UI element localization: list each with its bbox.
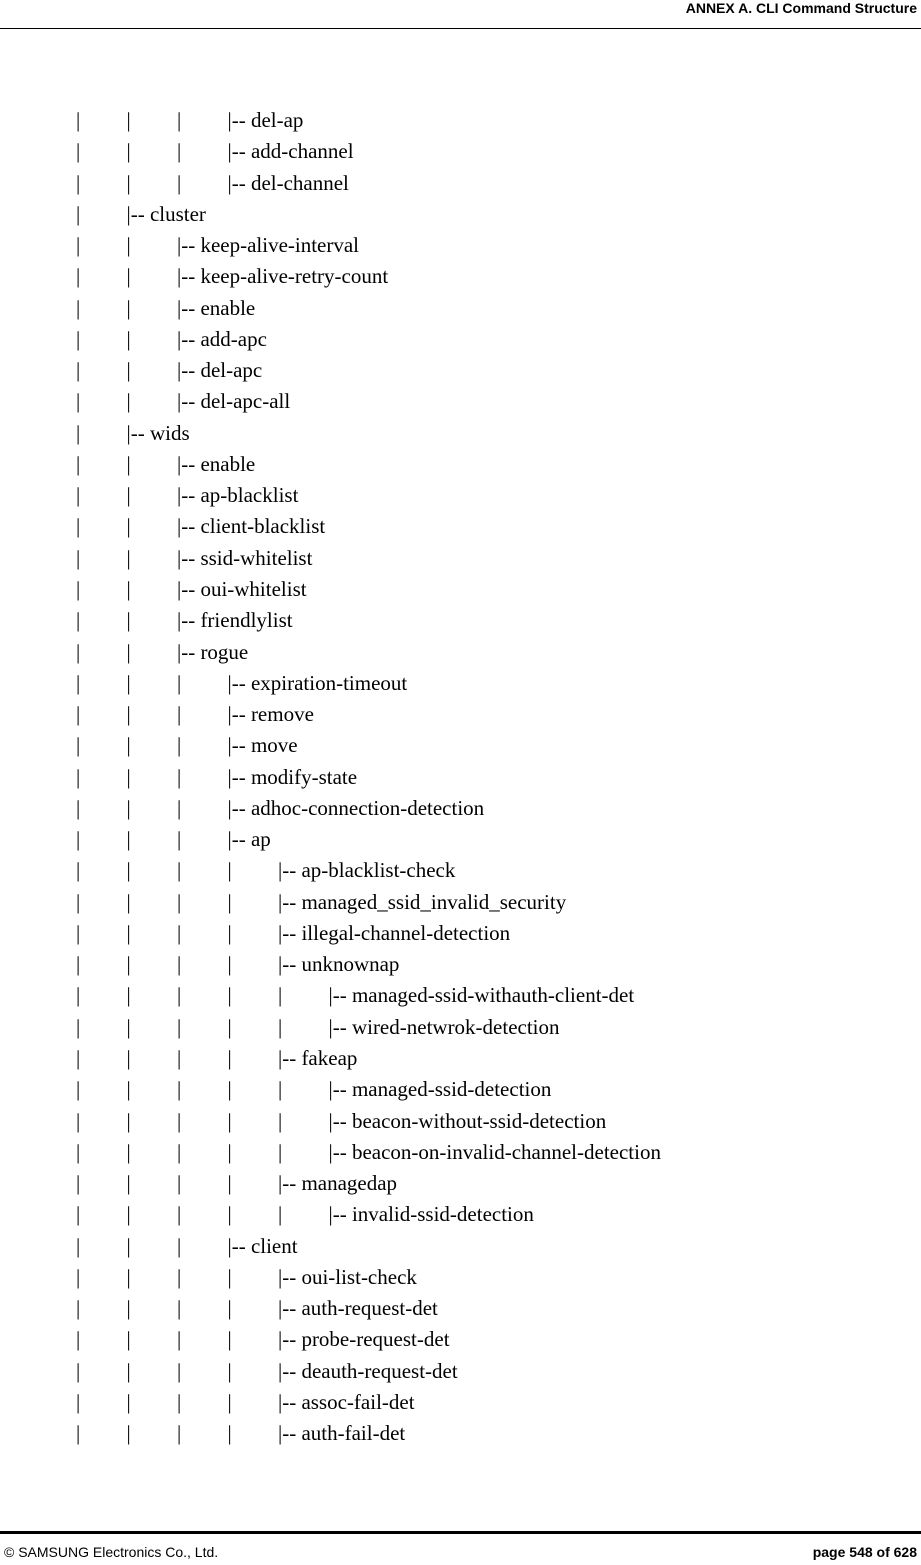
tree-indent-bar: | — [76, 1202, 81, 1227]
command-node: |-- modify-state — [227, 764, 358, 789]
tree-indent-bar: | — [177, 858, 182, 883]
tree-line — [0, 887, 921, 918]
tree-indent-bar: | — [177, 733, 182, 758]
command-node: |-- ap-blacklist-check — [278, 858, 456, 883]
tree-indent-bar: | — [76, 608, 81, 633]
tree-indent-bar: | — [227, 1264, 232, 1289]
command-node: |-- cluster — [126, 201, 206, 226]
tree-indent-bar: | — [227, 1296, 232, 1321]
tree-indent-bar: | — [126, 1389, 131, 1414]
tree-line — [0, 136, 921, 167]
tree-indent-bar: | — [76, 483, 81, 508]
command-node: |-- wids — [126, 420, 190, 445]
command-node: |-- keep-alive-retry-count — [177, 264, 389, 289]
tree-indent-bar: | — [227, 858, 232, 883]
tree-indent-bar: | — [177, 1139, 182, 1164]
tree-indent-bar: | — [177, 827, 182, 852]
tree-indent-bar: | — [76, 1077, 81, 1102]
tree-line — [0, 386, 921, 417]
tree-indent-bar: | — [177, 1045, 182, 1070]
tree-indent-bar: | — [126, 1045, 131, 1070]
tree-indent-bar: | — [177, 1108, 182, 1133]
tree-indent-bar: | — [278, 1014, 283, 1039]
tree-indent-bar: | — [126, 670, 131, 695]
tree-indent-bar: | — [177, 108, 182, 132]
tree-line — [0, 855, 921, 886]
tree-indent-bar: | — [177, 1202, 182, 1227]
tree-indent-bar: | — [76, 795, 81, 820]
tree-indent-bar: | — [126, 1421, 131, 1446]
tree-indent-bar: | — [76, 1264, 81, 1289]
tree-indent-bar: | — [76, 139, 81, 164]
tree-indent-bar: | — [227, 1389, 232, 1414]
cli-command-tree — [0, 105, 921, 1449]
tree-indent-bar: | — [177, 702, 182, 727]
tree-line — [0, 449, 921, 480]
tree-indent-bar: | — [126, 1202, 131, 1227]
command-node: |-- client — [227, 1233, 298, 1258]
tree-indent-bar: | — [126, 545, 131, 570]
tree-indent-bar: | — [76, 170, 81, 195]
command-node: |-- ap-blacklist — [177, 483, 299, 508]
tree-indent-bar: | — [227, 889, 232, 914]
command-node: |-- friendlylist — [177, 608, 293, 633]
tree-indent-bar: | — [126, 358, 131, 383]
tree-line — [0, 1074, 921, 1105]
tree-indent-bar: | — [126, 733, 131, 758]
tree-indent-bar: | — [177, 1264, 182, 1289]
tree-indent-bar: | — [76, 326, 81, 351]
command-node: |-- del-apc — [177, 358, 263, 383]
tree-indent-bar: | — [126, 576, 131, 601]
tree-line — [0, 824, 921, 855]
tree-indent-bar: | — [76, 1108, 81, 1133]
tree-indent-bar: | — [76, 358, 81, 383]
tree-line — [0, 324, 921, 355]
tree-indent-bar: | — [177, 1327, 182, 1352]
tree-indent-bar: | — [126, 795, 131, 820]
command-node: |-- expiration-timeout — [227, 670, 408, 695]
tree-line — [0, 1106, 921, 1137]
tree-indent-bar: | — [177, 952, 182, 977]
tree-indent-bar: | — [177, 170, 182, 195]
tree-line — [0, 730, 921, 761]
tree-indent-bar: | — [76, 108, 81, 132]
tree-indent-bar: | — [76, 233, 81, 258]
tree-indent-bar: | — [76, 1233, 81, 1258]
tree-indent-bar: | — [76, 1389, 81, 1414]
tree-indent-bar: | — [177, 920, 182, 945]
tree-indent-bar: | — [126, 1233, 131, 1258]
tree-indent-bar: | — [76, 920, 81, 945]
tree-line — [0, 1387, 921, 1418]
tree-line — [0, 1199, 921, 1230]
command-node: |-- managedap — [278, 1171, 398, 1196]
command-node: |-- probe-request-det — [278, 1327, 450, 1352]
tree-indent-bar: | — [76, 1139, 81, 1164]
command-node: |-- beacon-without-ssid-detection — [328, 1108, 607, 1133]
tree-indent-bar: | — [177, 1358, 182, 1383]
tree-line — [0, 574, 921, 605]
tree-line — [0, 418, 921, 449]
tree-indent-bar: | — [76, 1421, 81, 1446]
tree-indent-bar: | — [76, 952, 81, 977]
tree-indent-bar: | — [227, 952, 232, 977]
tree-indent-bar: | — [126, 451, 131, 476]
tree-indent-bar: | — [177, 764, 182, 789]
tree-line — [0, 355, 921, 386]
tree-indent-bar: | — [126, 1296, 131, 1321]
tree-line — [0, 105, 921, 136]
tree-indent-bar: | — [177, 670, 182, 695]
tree-indent-bar: | — [126, 858, 131, 883]
page-header — [0, 0, 921, 29]
tree-indent-bar: | — [76, 670, 81, 695]
command-node: |-- ssid-whitelist — [177, 545, 313, 570]
tree-indent-bar: | — [126, 983, 131, 1008]
tree-indent-bar: | — [227, 1358, 232, 1383]
command-node: |-- client-blacklist — [177, 514, 326, 539]
tree-line — [0, 261, 921, 292]
tree-indent-bar: | — [76, 420, 81, 445]
tree-line — [0, 668, 921, 699]
tree-indent-bar: | — [227, 1077, 232, 1102]
tree-indent-bar: | — [126, 326, 131, 351]
tree-indent-bar: | — [126, 952, 131, 977]
command-node: |-- add-channel — [227, 139, 354, 164]
tree-indent-bar: | — [126, 264, 131, 289]
command-node: |-- wired-netwrok-detection — [328, 1014, 560, 1039]
tree-indent-bar: | — [227, 983, 232, 1008]
tree-indent-bar: | — [227, 1421, 232, 1446]
tree-indent-bar: | — [227, 1171, 232, 1196]
tree-indent-bar: | — [126, 1108, 131, 1133]
tree-line — [0, 1356, 921, 1387]
command-node: |-- deauth-request-det — [278, 1358, 458, 1383]
tree-indent-bar: | — [126, 1358, 131, 1383]
tree-indent-bar: | — [227, 1202, 232, 1227]
tree-indent-bar: | — [76, 451, 81, 476]
tree-indent-bar: | — [76, 576, 81, 601]
tree-line — [0, 793, 921, 824]
tree-line — [0, 949, 921, 980]
tree-line — [0, 1012, 921, 1043]
tree-indent-bar: | — [126, 483, 131, 508]
tree-line — [0, 605, 921, 636]
tree-indent-bar: | — [126, 170, 131, 195]
command-node: |-- unknownap — [278, 952, 400, 977]
tree-indent-bar: | — [126, 920, 131, 945]
tree-indent-bar: | — [76, 1014, 81, 1039]
footer-page-number: page 548 of 628 — [812, 1544, 917, 1560]
command-node: |-- rogue — [177, 639, 249, 664]
tree-indent-bar: | — [126, 1014, 131, 1039]
tree-indent-bar: | — [126, 1139, 131, 1164]
tree-indent-bar: | — [76, 514, 81, 539]
tree-indent-bar: | — [126, 514, 131, 539]
tree-indent-bar: | — [227, 1108, 232, 1133]
tree-indent-bar: | — [76, 764, 81, 789]
command-node: |-- ap — [227, 827, 271, 852]
tree-indent-bar: | — [177, 1421, 182, 1446]
tree-line — [0, 1137, 921, 1168]
tree-indent-bar: | — [126, 764, 131, 789]
tree-indent-bar: | — [76, 264, 81, 289]
tree-indent-bar: | — [278, 983, 283, 1008]
tree-indent-bar: | — [177, 1077, 182, 1102]
tree-indent-bar: | — [76, 545, 81, 570]
command-node: |-- auth-request-det — [278, 1296, 438, 1321]
command-node: |-- invalid-ssid-detection — [328, 1202, 534, 1227]
command-node: |-- adhoc-connection-detection — [227, 795, 485, 820]
tree-line — [0, 762, 921, 793]
tree-indent-bar: | — [126, 702, 131, 727]
tree-indent-bar: | — [177, 1233, 182, 1258]
tree-indent-bar: | — [76, 1171, 81, 1196]
command-node: |-- remove — [227, 702, 314, 727]
tree-indent-bar: | — [126, 889, 131, 914]
command-node: |-- oui-list-check — [278, 1264, 417, 1289]
command-node: |-- beacon-on-invalid-channel-detection — [328, 1139, 661, 1164]
tree-indent-bar: | — [76, 889, 81, 914]
tree-line — [0, 637, 921, 668]
command-node: |-- move — [227, 733, 298, 758]
tree-indent-bar: | — [227, 920, 232, 945]
tree-indent-bar: | — [227, 1139, 232, 1164]
tree-indent-bar: | — [278, 1202, 283, 1227]
tree-line — [0, 230, 921, 261]
footer-copyright: © SAMSUNG Electronics Co., Ltd. — [4, 1544, 219, 1560]
command-node: |-- auth-fail-det — [278, 1421, 406, 1446]
tree-indent-bar: | — [177, 1296, 182, 1321]
command-node: |-- del-apc-all — [177, 389, 291, 414]
tree-indent-bar: | — [76, 389, 81, 414]
tree-indent-bar: | — [76, 639, 81, 664]
command-node: |-- del-channel — [227, 170, 349, 195]
tree-indent-bar: | — [76, 295, 81, 320]
tree-indent-bar: | — [126, 1077, 131, 1102]
command-node: |-- managed-ssid-withauth-client-det — [328, 983, 635, 1008]
tree-indent-bar: | — [76, 733, 81, 758]
command-node: |-- keep-alive-interval — [177, 233, 360, 258]
header-title: ANNEX A. CLI Command Structure — [685, 0, 917, 16]
tree-indent-bar: | — [278, 1077, 283, 1102]
tree-indent-bar: | — [76, 201, 81, 226]
command-node: |-- del-ap — [227, 108, 304, 132]
tree-line — [0, 980, 921, 1011]
tree-line — [0, 543, 921, 574]
tree-indent-bar: | — [126, 389, 131, 414]
tree-indent-bar: | — [76, 1327, 81, 1352]
command-node: |-- oui-whitelist — [177, 576, 307, 601]
tree-indent-bar: | — [177, 983, 182, 1008]
tree-indent-bar: | — [278, 1108, 283, 1133]
page-footer — [0, 1531, 921, 1565]
command-node: |-- managed-ssid-detection — [328, 1077, 552, 1102]
tree-indent-bar: | — [76, 702, 81, 727]
command-node: |-- enable — [177, 451, 256, 476]
tree-line — [0, 1262, 921, 1293]
tree-indent-bar: | — [76, 983, 81, 1008]
command-node: |-- enable — [177, 295, 256, 320]
tree-line — [0, 1293, 921, 1324]
tree-indent-bar: | — [76, 1358, 81, 1383]
tree-indent-bar: | — [177, 795, 182, 820]
command-node: |-- illegal-channel-detection — [278, 920, 511, 945]
tree-indent-bar: | — [227, 1014, 232, 1039]
tree-indent-bar: | — [227, 1045, 232, 1070]
tree-line — [0, 199, 921, 230]
tree-indent-bar: | — [177, 1389, 182, 1414]
tree-indent-bar: | — [126, 827, 131, 852]
tree-line — [0, 511, 921, 542]
command-node: |-- fakeap — [278, 1045, 358, 1070]
tree-line — [0, 168, 921, 199]
tree-line — [0, 1324, 921, 1355]
tree-indent-bar: | — [177, 139, 182, 164]
tree-indent-bar: | — [278, 1139, 283, 1164]
tree-indent-bar: | — [177, 889, 182, 914]
tree-indent-bar: | — [126, 139, 131, 164]
tree-line — [0, 293, 921, 324]
tree-line — [0, 480, 921, 511]
tree-indent-bar: | — [126, 1327, 131, 1352]
tree-indent-bar: | — [126, 295, 131, 320]
command-node: |-- assoc-fail-det — [278, 1389, 415, 1414]
tree-line — [0, 1231, 921, 1262]
tree-indent-bar: | — [126, 1264, 131, 1289]
command-node: |-- add-apc — [177, 326, 267, 351]
tree-indent-bar: | — [76, 1296, 81, 1321]
tree-line — [0, 699, 921, 730]
tree-indent-bar: | — [126, 608, 131, 633]
tree-indent-bar: | — [126, 639, 131, 664]
tree-line — [0, 1418, 921, 1449]
tree-line — [0, 1043, 921, 1074]
command-node: |-- managed_ssid_invalid_security — [278, 889, 567, 914]
tree-indent-bar: | — [126, 1171, 131, 1196]
tree-indent-bar: | — [126, 108, 131, 132]
tree-indent-bar: | — [76, 858, 81, 883]
tree-indent-bar: | — [177, 1014, 182, 1039]
tree-indent-bar: | — [227, 1327, 232, 1352]
tree-indent-bar: | — [126, 233, 131, 258]
tree-line — [0, 918, 921, 949]
tree-indent-bar: | — [76, 827, 81, 852]
tree-line — [0, 1168, 921, 1199]
tree-indent-bar: | — [177, 1171, 182, 1196]
tree-indent-bar: | — [76, 1045, 81, 1070]
